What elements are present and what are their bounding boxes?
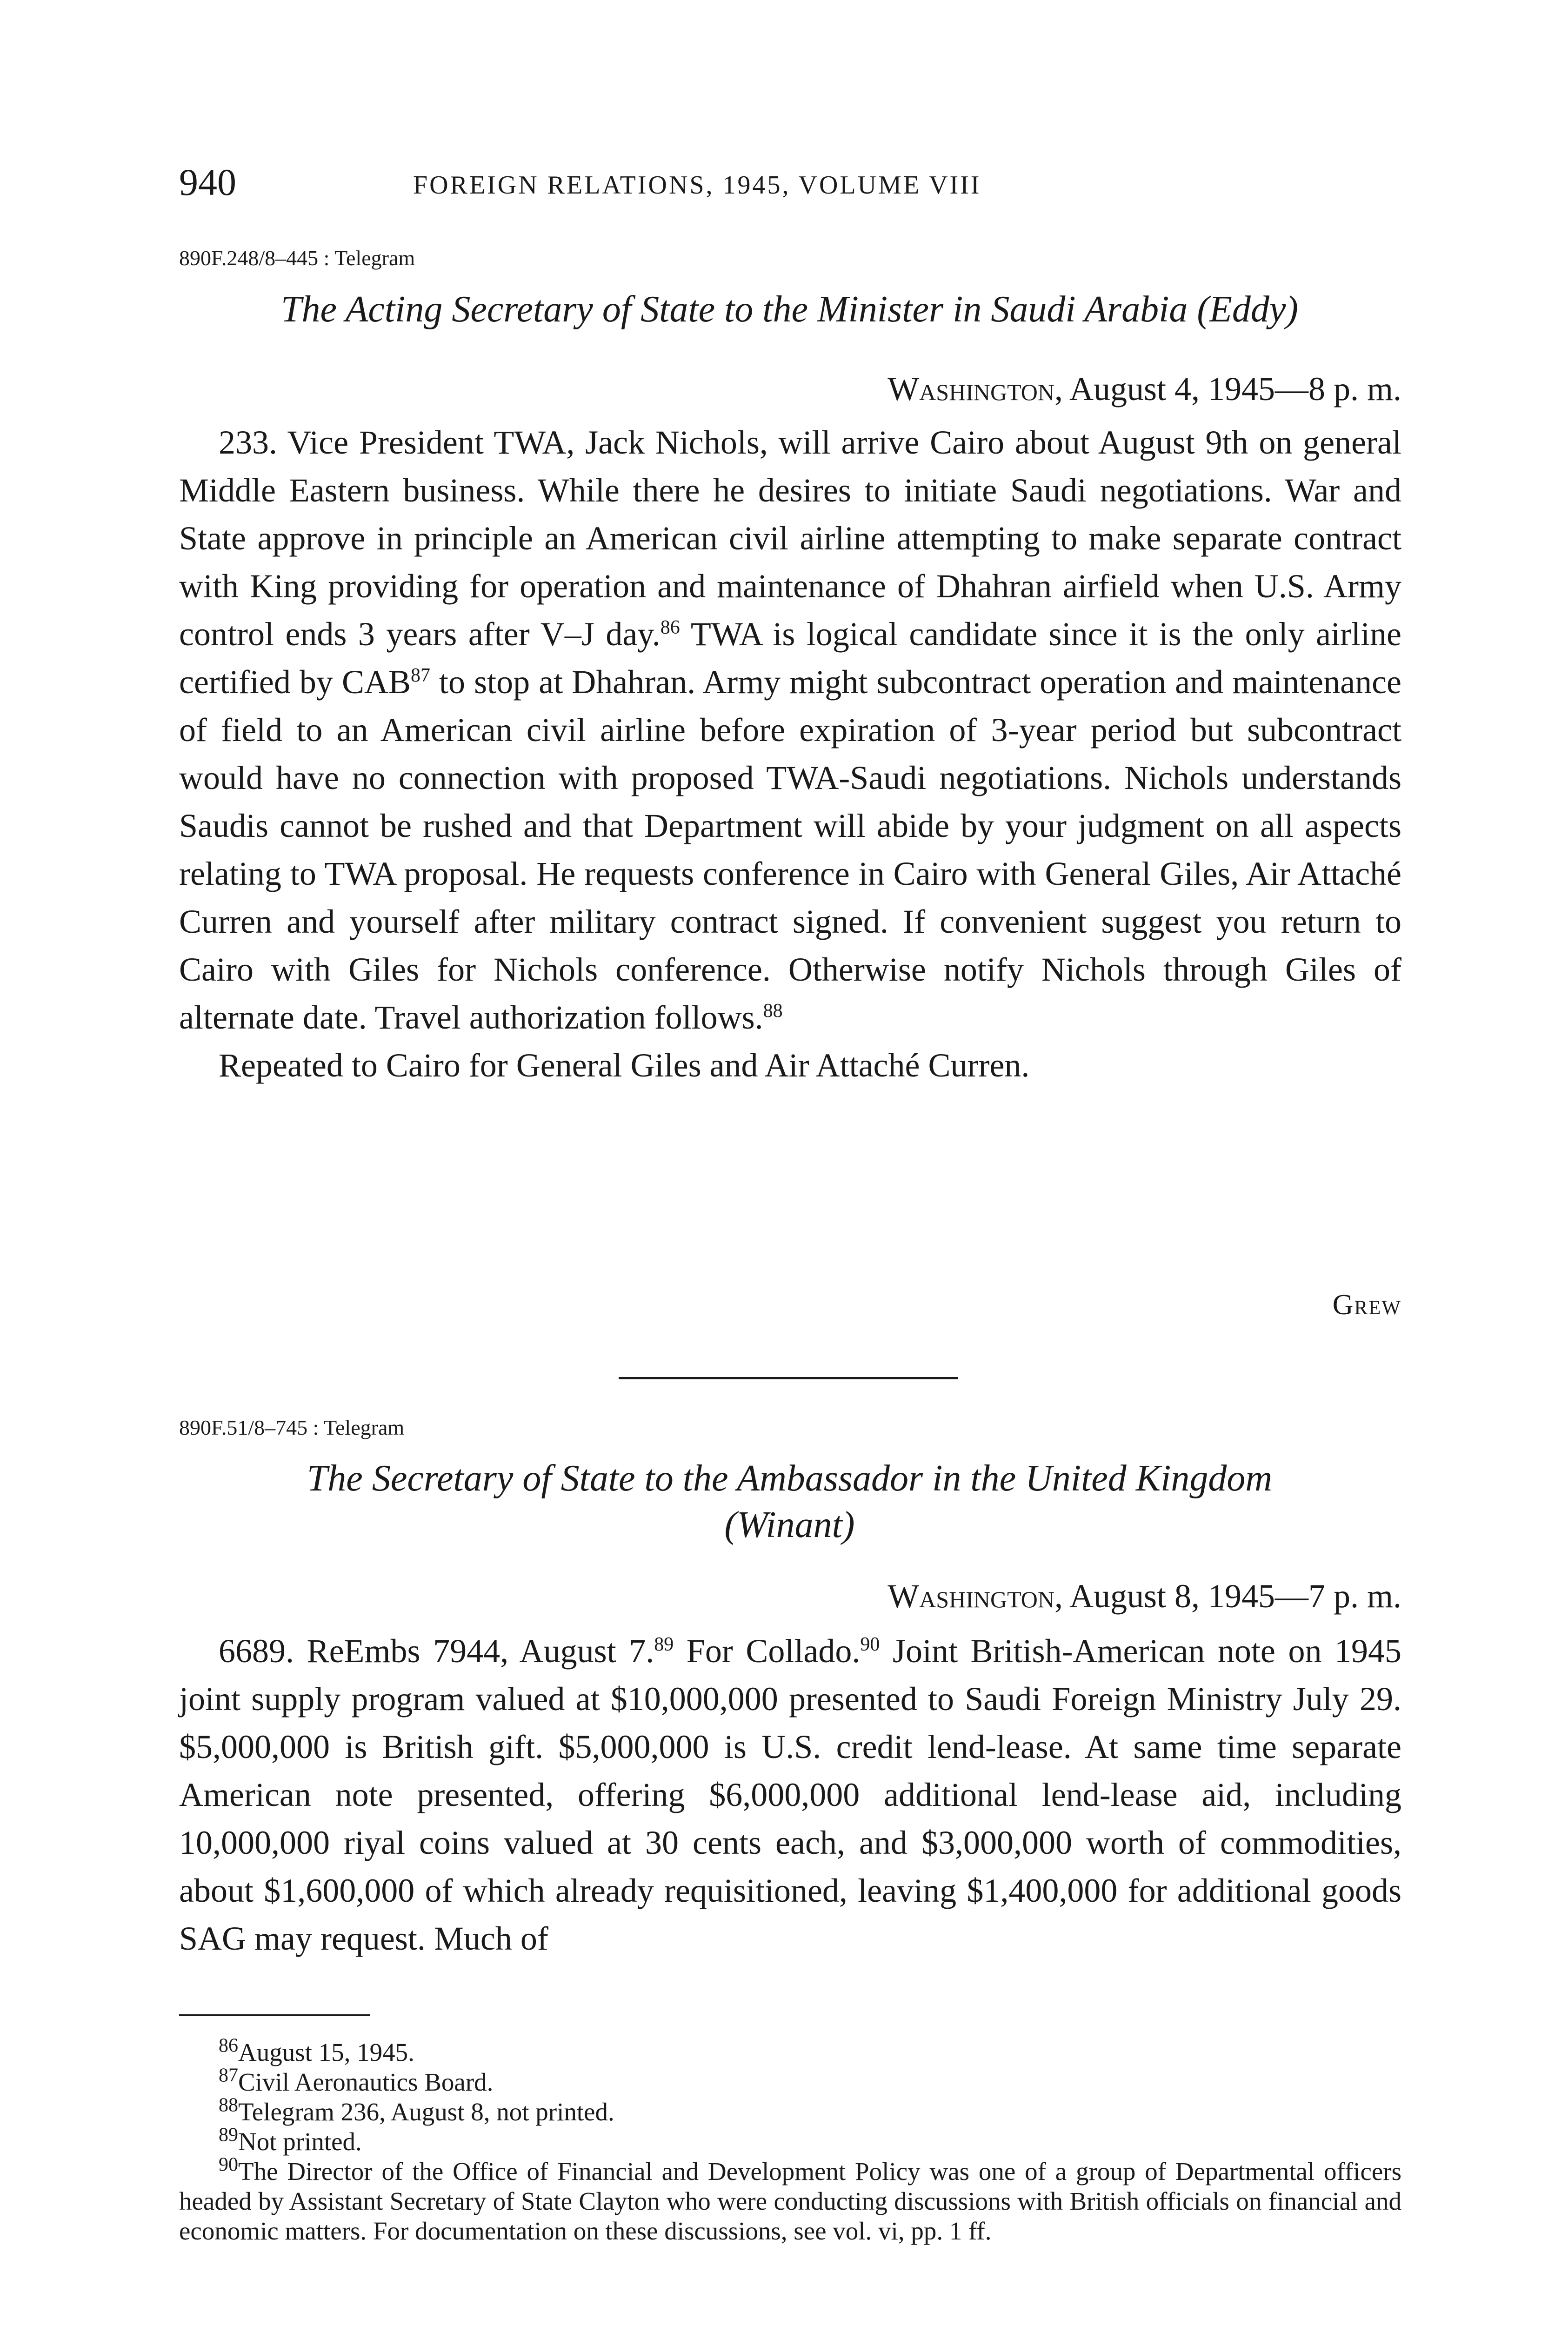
footnote-number: 88 <box>219 2094 238 2116</box>
footnote-89 <box>179 2124 1401 2157</box>
doc2-title <box>179 1455 1400 1548</box>
doc1-paragraph <box>179 419 1401 1042</box>
footnote-90 <box>179 2154 1401 2246</box>
doc1-file-reference: 890F.248/8–445 : Telegram <box>179 246 415 270</box>
doc2-body <box>179 1627 1401 1963</box>
doc2-dateline-date: , August 8, 1945—7 p. m. <box>1054 1577 1401 1615</box>
footnote-number: 90 <box>219 2154 238 2176</box>
doc2-text-part3: Joint British-American note on 1945 joint supply program valued at $10,000,000 presented to Saudi Foreign Ministry July 29. $5,000,000 is British gift. $5,000,000 is U.S. credit lend-lease. At same time separate American note presented, offering $6,000,000 additional lend-lease aid, including 10,000,000 riyal coins valued at 30 cents each, and $3,000,000 worth of commodities, about $1,600,000 of which already requisitioned, leaving $1,400,000 for additional goods SAG may request. Much of <box>179 1632 1401 1957</box>
footnote-87 <box>179 2067 1401 2097</box>
doc1-text-part1: 233. Vice President TWA, Jack Nichols, will arrive Cairo about August 9th on general Middle Eastern business. While there he desires to initiate Saudi negotiations. War and State approve in principle an American civil airline attempting to make separate contract with King providing for operation and maintenance of Dhahran airfield when U.S. Army control ends 3 years after V–J day. <box>179 424 1401 653</box>
footnote-ref-86: 86 <box>660 617 680 638</box>
footnote-rule <box>179 2014 370 2016</box>
footnote-86 <box>179 2035 1401 2067</box>
footnote-number: 87 <box>219 2065 238 2086</box>
footnote-text: Civil Aeronautics Board. <box>238 2068 494 2096</box>
doc1-dateline <box>887 370 1401 408</box>
footnote-ref-89: 89 <box>654 1634 674 1655</box>
doc1-text-part2: TWA is logical candidate since it is the only airline certified by CAB <box>179 615 1401 701</box>
footnote-text: August 15, 1945. <box>238 2038 414 2066</box>
footnote-ref-90: 90 <box>860 1634 880 1655</box>
doc1-text-part3: to stop at Dhahran. Army might subcontract operation and maintenance of field to an American civil airline before expiration of 3-year period but subcontract would have no connection with proposed TWA-Saudi negotiations. Nichols understands Saudis cannot be rushed and that Department will abide by your judgment on all aspects relating to TWA proposal. He requests conference in Cairo with General Giles, Air Attaché Curren and yourself after military contract signed. If convenient suggest you return to Cairo with Giles for Nichols conference. Otherwise notify Nichols through Giles of alternate date. Travel authorization follows. <box>179 663 1401 1036</box>
doc2-title-line1: The Secretary of State to the Ambassador in the United Kingdom <box>307 1458 1273 1499</box>
doc1-body <box>179 419 1401 1089</box>
doc1-title: The Acting Secretary of State to the Minister in Saudi Arabia (Eddy) <box>280 289 1299 330</box>
footnote-ref-87: 87 <box>411 665 430 686</box>
footnote-text: The Director of the Office of Financial and Development Policy was one of a group of Departmental officers headed by Assistant Secretary of State Clayton who were conducting discussions with British officials on financial and economic matters. For documentation on these discussions, see vol. vi, pp. 1 ff. <box>179 2157 1401 2245</box>
doc1-signature: Grew <box>1332 1289 1401 1321</box>
page-number: 940 <box>179 161 236 203</box>
doc2-text-part2: For Collado. <box>674 1632 861 1670</box>
doc2-text-part1: 6689. ReEmbs 7944, August 7. <box>219 1632 654 1670</box>
footnote-number: 89 <box>219 2124 238 2146</box>
footnote-number: 86 <box>219 2035 238 2057</box>
doc1-dateline-date: , August 4, 1945—8 p. m. <box>1054 370 1401 408</box>
doc2-title-line2: (Winant) <box>724 1504 855 1545</box>
section-divider <box>619 1377 958 1379</box>
doc1-repeated-line: Repeated to Cairo for General Giles and Air Attaché Curren. <box>219 1047 1030 1084</box>
footnote-text: Not printed. <box>238 2127 362 2156</box>
running-title: FOREIGN RELATIONS, 1945, VOLUME VIII <box>413 171 981 200</box>
footnote-ref-88: 88 <box>763 1000 783 1022</box>
footnote-88 <box>179 2094 1401 2127</box>
footnote-text: Telegram 236, August 8, not printed. <box>238 2098 614 2126</box>
doc1-dateline-place: Washington <box>887 370 1054 408</box>
doc2-dateline-place: Washington <box>887 1577 1054 1615</box>
doc2-dateline <box>887 1577 1401 1616</box>
doc2-file-reference: 890F.51/8–745 : Telegram <box>179 1416 405 1439</box>
footnotes <box>179 2035 1401 2246</box>
doc2-paragraph <box>179 1627 1401 1963</box>
